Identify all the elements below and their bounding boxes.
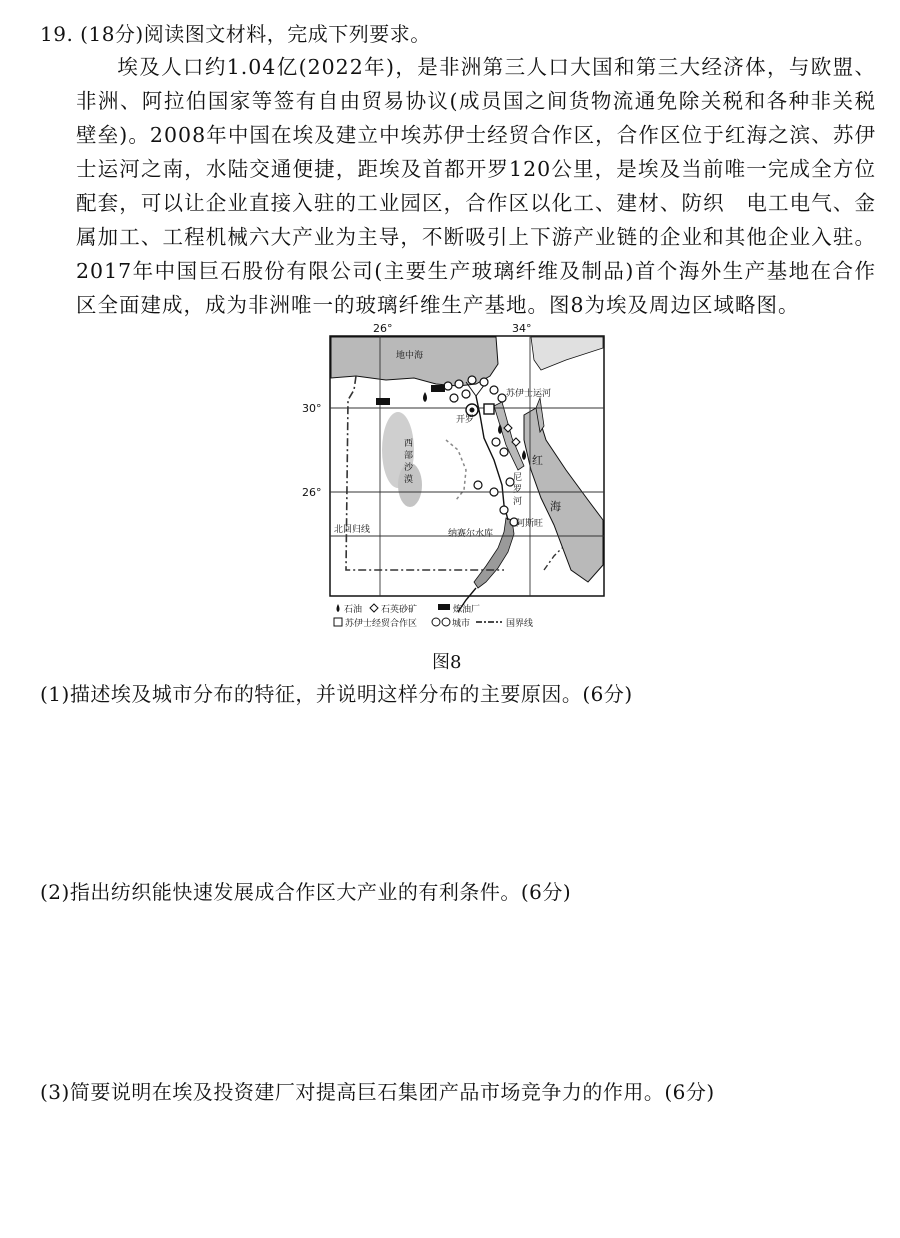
legend-refinery: 炼油厂 <box>453 605 481 615</box>
legend-oil: 石油 <box>344 605 363 615</box>
red-sea-char-1: 红 <box>532 454 543 467</box>
map-legend <box>334 603 533 629</box>
legend-refinery-icon <box>438 604 450 610</box>
legend-zone: 苏伊士经贸合作区 <box>345 619 418 629</box>
desert-char-4: 漠 <box>404 475 414 485</box>
desert-char-1: 西 <box>404 439 414 449</box>
desert-char-3: 沙 <box>404 463 414 473</box>
legend-zone-icon <box>334 618 342 626</box>
nile-char-2: 罗 <box>513 485 523 495</box>
legend-border: 国界线 <box>506 619 534 629</box>
legend-city-icon-2 <box>442 618 450 626</box>
subquestion-1: (1)描述埃及城市分布的特征，并说明这样分布的主要原因。(6分) <box>40 682 633 706</box>
mediterranean-label: 地中海 <box>396 351 424 361</box>
egypt-map-figure <box>302 320 608 632</box>
lat-30-label: 30° <box>302 402 322 415</box>
suez-canal-label: 苏伊士运河 <box>506 389 552 399</box>
figure-caption: 图8 <box>432 652 462 673</box>
aswan-label: 阿斯旺 <box>516 519 544 529</box>
nile-char-3: 河 <box>513 497 523 507</box>
suez-zone-marker <box>484 404 494 414</box>
passage-text: 埃及人口约1.04亿(2022年)，是非洲第三人口大国和第三大经济体，与欧盟、非洲、阿拉伯国家等签有自由贸易协议(成员国之间货物流通免除关税和各种非关税壁垒)。2008年中国在埃及建立中埃苏伊士经贸合作区，合作区位于红海之滨、苏伊士运河之南，水陆交通便捷，距埃及首都开罗120公里，是埃及当前唯一完成全方位配套，可以让企业直接入驻的工业园区，合作区以化工、建材、防织 电工电气、金属加工、工程机械六大产业为主导，不断吸引上下游产业链的企业和其他企业入驻。2017年中国巨石股份有限公司(主要生产玻璃纤维及制品)首个海外生产基地在合作区全面建成，成为非洲唯一的玻璃纤维生产基地。图8为埃及周边区域略图。 <box>76 55 876 317</box>
desert-char-2: 部 <box>404 451 414 461</box>
question-header: 19. (18分)阅读图文材料，完成下列要求。 <box>40 22 431 46</box>
red-sea-char-2: 海 <box>550 500 561 513</box>
legend-quartz-icon <box>370 604 378 612</box>
legend-quartz: 石英砂矿 <box>381 605 418 615</box>
lat-26-label: 26° <box>302 486 322 499</box>
nile-char-1: 尼 <box>513 473 523 483</box>
cairo-label: 开罗 <box>456 415 475 425</box>
subquestion-3: (3)简要说明在埃及投资建厂对提高巨石集团产品市场竞争力的作用。(6分) <box>40 1080 715 1104</box>
legend-city: 城市 <box>452 619 471 629</box>
lon-26-label: 26° <box>373 322 393 335</box>
subquestion-2: (2)指出纺织能快速发展成合作区大产业的有利条件。(6分) <box>40 880 572 904</box>
question-passage <box>76 50 876 322</box>
legend-oil-icon <box>337 604 340 612</box>
tropic-label: 北回归线 <box>334 525 371 535</box>
legend-city-icon <box>432 618 440 626</box>
egypt-map <box>302 320 608 632</box>
lon-34-label: 34° <box>512 322 532 335</box>
nasser-lake-label: 纳赛尔水库 <box>448 529 494 539</box>
